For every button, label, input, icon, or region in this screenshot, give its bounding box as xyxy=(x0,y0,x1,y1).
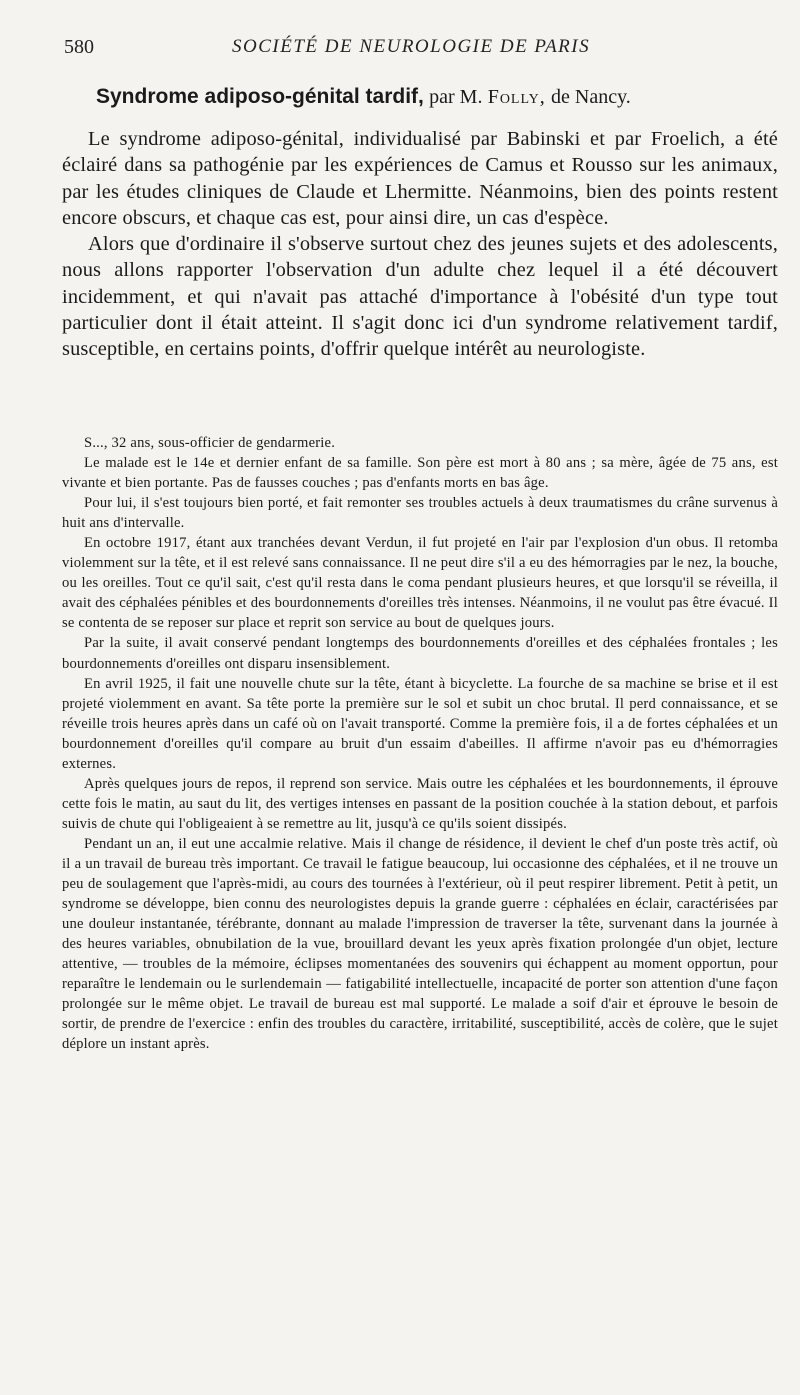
case-paragraph: En avril 1925, il fait une nouvelle chute sur la tête, étant à bicyclette. La fourche de sa machine se brise et il est projeté violemment en avant. Sa tête porte la première sur le sol et subit un choc brutal. Il perd connaissance, et se réveille trois heures après dans un café où on l'avait transporté. Comme la première fois, il a de fortes céphalées et un bourdonnement d'oreilles qu'il compare au bruit d'un essaim d'abeilles. Il affirme n'avoir pas eu d'hémorragies externes. xyxy=(62,675,778,772)
page-number: 580 xyxy=(64,36,94,58)
intro-paragraph: Alors que d'ordinaire il s'observe surtout chez des jeunes sujets et des adolescents, nous allons rapporter l'observation d'un adulte chez lequel il a été découvert incidemment, et qui n'avait pas attaché d'importance à l'obésité d'un type tout particulier dont il était atteint. Il s'agit donc ici d'un syndrome relativement tardif, susceptible, en certains points, d'offrir quelque intérêt au neurologiste. xyxy=(62,233,778,361)
running-head xyxy=(64,36,690,64)
case-paragraph: Par la suite, il avait conservé pendant longtemps des bourdonnements d'oreilles et des céphalées frontales ; les bourdonnements d'oreilles ont disparu insensiblement. xyxy=(62,635,778,672)
case-report-section xyxy=(62,433,778,1054)
case-paragraph: En octobre 1917, étant aux tranchées devant Verdun, il fut projeté en l'air par l'explosion d'un obus. Il retomba violemment sur la tête, et il est relevé sans connaissance. Il ne peut dire s'il a eu des hémorragies par le nez, la bouche, ou les oreilles. Tout ce qu'il sait, c'est qu'il resta dans le coma pendant plusieurs heures, et que lorsqu'il se réveilla, il avait des céphalées pénibles et des bourdonnements d'oreilles très intenses. Néanmoins, il ne voulut pas être évacué. Il se contenta de se reposer sur place et reprit son service au bout de quelques jours. xyxy=(62,535,778,632)
case-paragraph: Pour lui, il s'est toujours bien porté, et fait remonter ses troubles actuels à deux traumatismes du crâne survenus à huit ans d'intervalle. xyxy=(62,495,778,532)
intro-section xyxy=(62,126,778,363)
author-name: Folly, xyxy=(487,86,546,108)
case-paragraph: S..., 32 ans, sous-officier de gendarmerie. xyxy=(84,435,336,451)
case-paragraph: Pendant un an, il eut une accalmie relative. Mais il change de résidence, il devient le chef d'un poste très actif, où il a un travail de bureau très important. Ce travail le fatigue beaucoup, lui occasionne des céphalées, et il ne trouve un peu de soulagement que l'après-midi, au cours des tournées à l'extérieur, où il peut respirer librement. Petit à petit, un syndrome se développe, bien connu des neurologistes depuis la grande guerre : céphalées en éclair, caractérisées par une douleur instantanée, térébrante, donnant au malade l'impression de traverser la tête, survenant dans la journée à des heures variables, obnubilation de la vue, brouillard devant les yeux après fixation prolongée d'un objet, lecture attentive, — troubles de la mémoire, éclipses momentanées des souvenirs qui échappent au moment opportun, pour reparaître le lendemain ou le surlendemain — fatigabilité intellectuelle, incapacité de porter son attention d'une façon prolongée sur le même objet. Le travail de bureau est mal supporté. Le malade a soif d'air et éprouve le besoin de sortir, de prendre de l'exercice : enfin des troubles du caractère, irritabilité, susceptibilité, accès de colère, que le sujet déplore un instant après. xyxy=(62,835,778,1053)
article-title-line xyxy=(96,84,760,109)
author-prefix: par M. xyxy=(429,86,483,108)
author-city: de Nancy. xyxy=(551,86,631,108)
article-title: Syndrome adiposo-génital tardif, xyxy=(96,85,424,108)
case-paragraph: Après quelques jours de repos, il reprend son service. Mais outre les céphalées et les bourdonnements, il éprouve cette fois le matin, au saut du lit, des vertiges intenses en passant de la position couchée à la station debout, et parfois suivis de chute qui l'obligeaient à se remettre au lit, jusqu'à ce qu'ils soient dissipés. xyxy=(62,775,778,832)
journal-title: SOCIÉTÉ DE NEUROLOGIE DE PARIS xyxy=(232,36,591,57)
case-paragraph: Le malade est le 14e et dernier enfant de sa famille. Son père est mort à 80 ans ; sa mère, âgée de 75 ans, est vivante et bien portante. Pas de fausses couches ; pas d'enfants morts en bas âge. xyxy=(62,455,778,492)
intro-paragraph: Le syndrome adiposo-génital, individualisé par Babinski et par Froelich, a été éclairé dans sa pathogénie par les expériences de Camus et Rousso sur les animaux, par les études cliniques de Claude et Lhermitte. Néanmoins, bien des points restent encore obscurs, et chaque cas est, pour ainsi dire, un cas d'espèce. xyxy=(62,128,778,229)
